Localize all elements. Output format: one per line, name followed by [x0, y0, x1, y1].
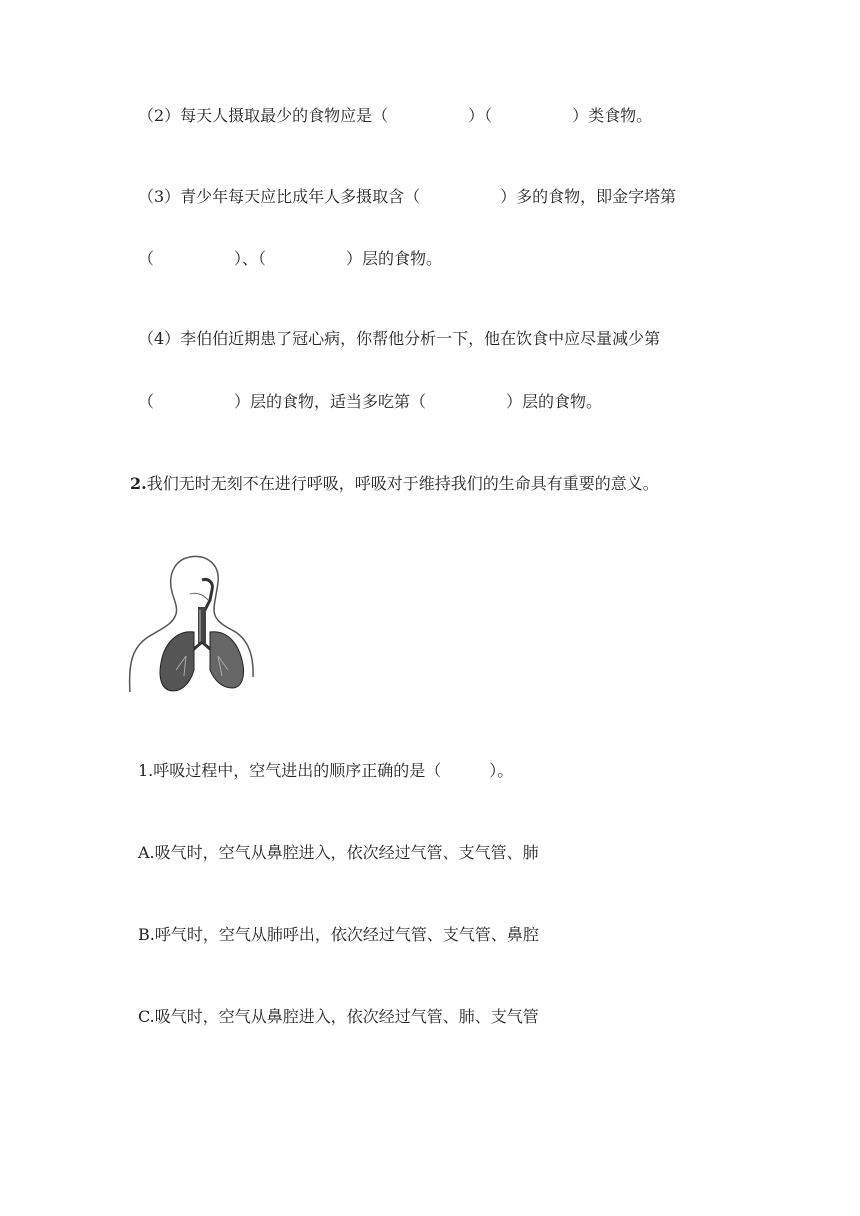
q2-option-b: B.呼气时，空气从肺呼出，依次经过气管、支气管、鼻腔 — [138, 925, 539, 944]
q1-item3-line1: （3）青少年每天应比成年人多摄取含（ ）多的食物，即金字塔第 — [138, 187, 677, 206]
q2-option-c: C.吸气时，空气从鼻腔进入，依次经过气管、肺、支气管 — [138, 1007, 539, 1026]
q1-item2: （2）每天人摄取最少的食物应是（ ）（ ）类食物。 — [138, 106, 653, 125]
q2-number: 2. — [130, 474, 147, 493]
q1-item3-line2: （ ）、（ ）层的食物。 — [138, 249, 443, 268]
q1-item4-line2: （ ）层的食物，适当多吃第（ ）层的食物。 — [138, 392, 603, 411]
q2-stem-text: 我们无时无刻不在进行呼吸，呼吸对于维持我们的生命具有重要的意义。 — [146, 474, 659, 493]
q2-sub1: 1.呼吸过程中，空气进出的顺序正确的是（ ）。 — [138, 761, 514, 780]
q2-stem — [130, 473, 659, 495]
q2-option-a: A.吸气时，空气从鼻腔进入，依次经过气管、支气管、肺 — [138, 843, 539, 862]
q1-item4-line1: （4）李伯伯近期患了冠心病，你帮他分析一下，他在饮食中应尽量减少第 — [138, 329, 661, 348]
respiratory-system-figure — [128, 552, 258, 697]
